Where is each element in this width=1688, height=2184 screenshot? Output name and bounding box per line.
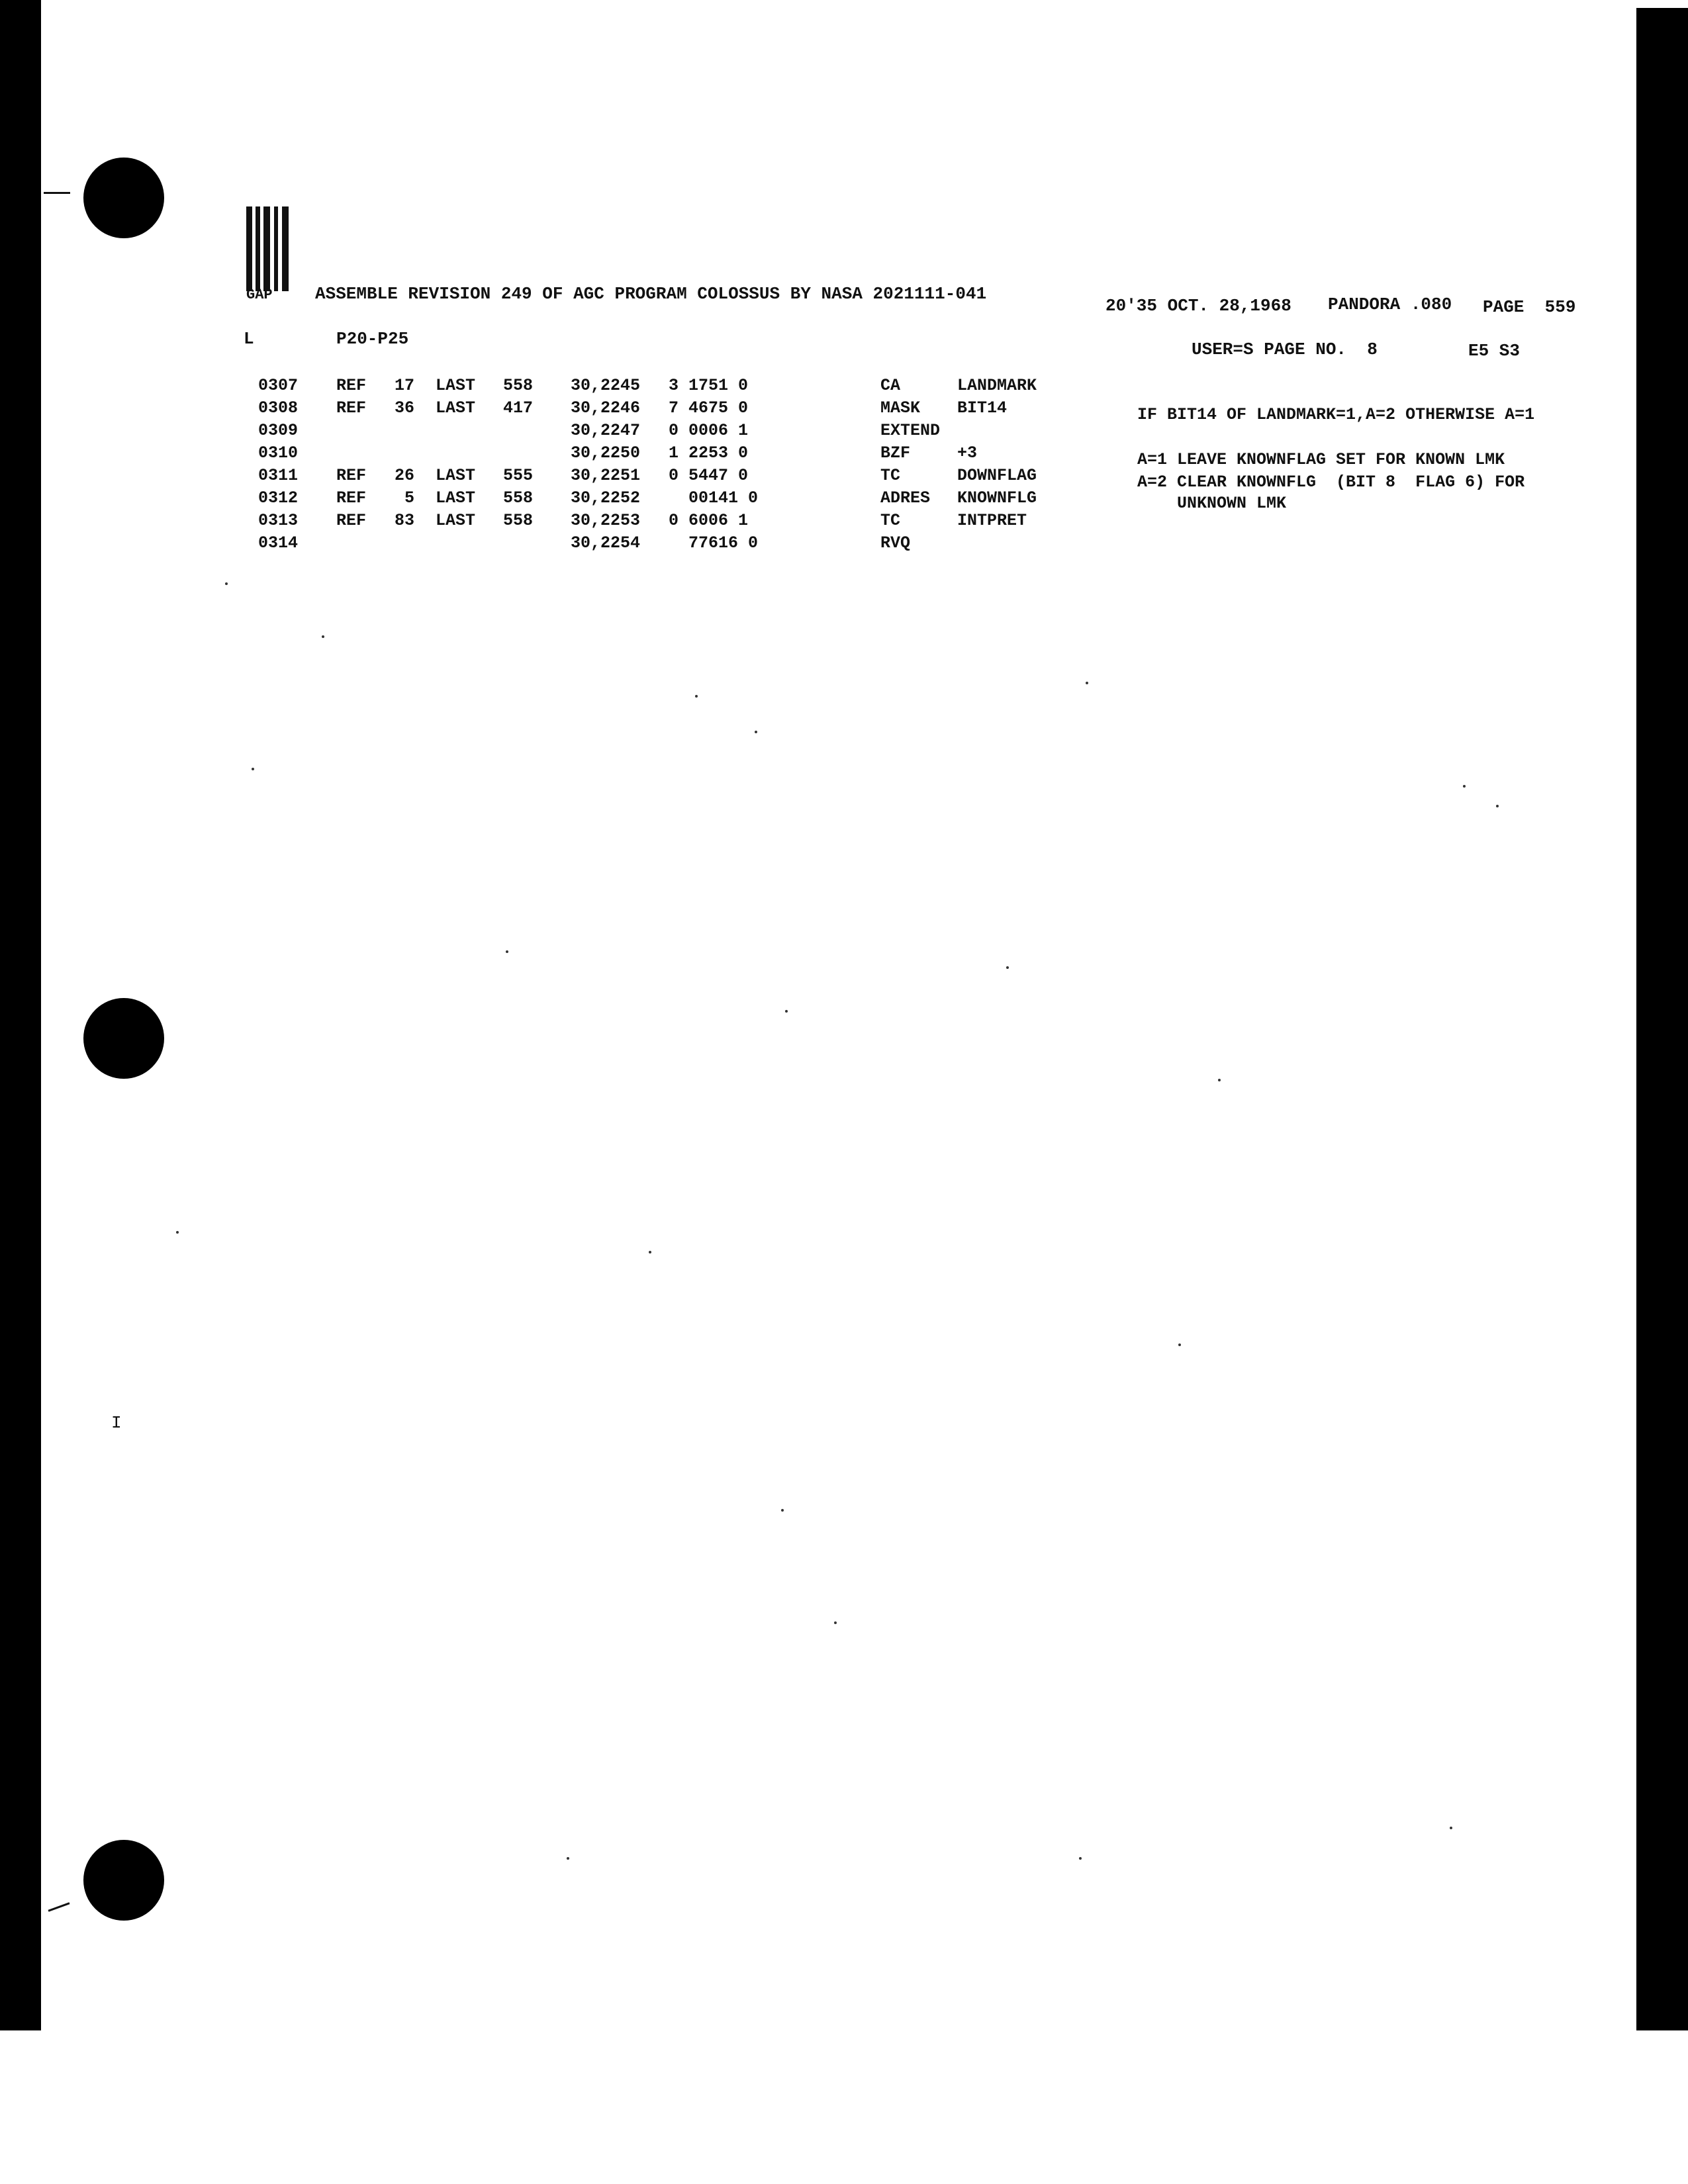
ref-count: 26: [394, 466, 414, 485]
octal-code: 0 6006 1: [669, 511, 749, 530]
listing-row: [0, 376, 1125, 397]
address: 30,2247: [571, 421, 641, 440]
header-system: PANDORA .080: [1328, 295, 1452, 314]
header-tag: GAP: [246, 287, 273, 303]
last-page: 555: [503, 466, 534, 485]
line-number: 0314: [258, 533, 299, 553]
scan-speck: [1079, 1857, 1082, 1860]
operand: +3: [957, 443, 978, 463]
operand: INTPRET: [957, 511, 1027, 530]
address: 30,2245: [571, 376, 641, 395]
scan-speck: [695, 695, 698, 698]
scan-speck: [322, 635, 324, 638]
scan-speck: [225, 582, 228, 585]
scan-speck: [252, 768, 254, 770]
subheader-code: E5 S3: [1468, 341, 1521, 361]
octal-code: 7 4675 0: [669, 398, 749, 418]
ref-count: 36: [394, 398, 414, 418]
scan-speck: [781, 1509, 784, 1512]
scan-speck: [1463, 785, 1466, 788]
listing-row: [0, 488, 1125, 510]
ref-label: REF: [336, 511, 367, 530]
ref-count: 17: [394, 376, 414, 395]
right-scan-border: [1636, 8, 1688, 2030]
scan-speck: [755, 731, 757, 733]
line-number: 0309: [258, 421, 299, 440]
scan-speck: [649, 1251, 651, 1253]
opcode: CA: [880, 376, 901, 395]
barcode-strip: [246, 206, 293, 291]
binder-hole-middle: [83, 998, 164, 1079]
listing-row: [0, 511, 1125, 532]
scan-mark: [44, 192, 70, 194]
scan-speck: [834, 1621, 837, 1624]
user-page-number: USER=S PAGE NO. 8: [1192, 340, 1378, 359]
header-title: ASSEMBLE REVISION 249 OF AGC PROGRAM COLOSSUS BY NASA 2021111-041: [315, 284, 987, 304]
header-page: PAGE 559: [1483, 297, 1576, 317]
address: 30,2252: [571, 488, 641, 508]
comment-bit14: IF BIT14 OF LANDMARK=1,A=2 OTHERWISE A=1: [1137, 405, 1535, 424]
scan-speck: [1218, 1079, 1221, 1081]
line-number: 0311: [258, 466, 299, 485]
opcode: TC: [880, 466, 901, 485]
scan-speck: [506, 950, 508, 953]
last-page: 558: [503, 376, 534, 395]
last-label: LAST: [436, 376, 476, 395]
ref-label: REF: [336, 488, 367, 508]
last-page: 417: [503, 398, 534, 418]
address: 30,2254: [571, 533, 641, 553]
last-page: 558: [503, 488, 534, 508]
listing-row: [0, 533, 1125, 555]
listing-row: [0, 443, 1125, 465]
binder-hole-top: [83, 158, 164, 238]
address: 30,2250: [571, 443, 641, 463]
octal-code: 0 0006 1: [669, 421, 749, 440]
left-scan-border: [0, 0, 41, 2030]
operand: BIT14: [957, 398, 1008, 418]
operand: DOWNFLAG: [957, 466, 1037, 485]
octal-code: 0 5447 0: [669, 466, 749, 485]
line-number: 0307: [258, 376, 299, 395]
ref-label: REF: [336, 466, 367, 485]
octal-code: 3 1751 0: [669, 376, 749, 395]
opcode: ADRES: [880, 488, 931, 508]
ref-count: 5: [404, 488, 414, 508]
scan-speck: [785, 1010, 788, 1013]
scan-speck: [567, 1857, 569, 1860]
octal-code: 1 2253 0: [669, 443, 749, 463]
section-label: P20-P25: [336, 329, 409, 349]
last-page: 558: [503, 511, 534, 530]
line-number: 0313: [258, 511, 299, 530]
last-label: LAST: [436, 511, 476, 530]
scan-speck: [1496, 805, 1499, 807]
binder-hole-bottom: [83, 1840, 164, 1921]
listing-row: [0, 466, 1125, 487]
scan-speck: [1086, 682, 1088, 684]
scan-speck: [176, 1231, 179, 1234]
address: 30,2246: [571, 398, 641, 418]
line-number: 0312: [258, 488, 299, 508]
opcode: EXTEND: [880, 421, 941, 440]
header-datetime: 20'35 OCT. 28,1968: [1105, 296, 1291, 316]
listing-row: [0, 398, 1125, 420]
octal-code: 00141 0: [669, 488, 759, 508]
last-label: LAST: [436, 466, 476, 485]
ref-label: REF: [336, 398, 367, 418]
opcode: RVQ: [880, 533, 911, 553]
subheader-marker: L: [244, 329, 254, 349]
comment-a2-cont: UNKNOWN LMK: [1137, 494, 1287, 513]
address: 30,2251: [571, 466, 641, 485]
operand: KNOWNFLG: [957, 488, 1037, 508]
opcode: TC: [880, 511, 901, 530]
opcode: MASK: [880, 398, 921, 418]
last-label: LAST: [436, 488, 476, 508]
comment-a1: A=1 LEAVE KNOWNFLAG SET FOR KNOWN LMK: [1137, 450, 1505, 469]
comment-a2: A=2 CLEAR KNOWNFLG (BIT 8 FLAG 6) FOR: [1137, 473, 1525, 492]
scan-mark: [48, 1902, 70, 1911]
operand: LANDMARK: [957, 376, 1037, 395]
line-number: 0310: [258, 443, 299, 463]
scan-speck: [1178, 1343, 1181, 1346]
scan-speck: [1450, 1827, 1452, 1829]
margin-mark: I: [111, 1413, 122, 1433]
listing-row: [0, 421, 1125, 442]
octal-code: 77616 0: [669, 533, 759, 553]
ref-label: REF: [336, 376, 367, 395]
last-label: LAST: [436, 398, 476, 418]
ref-count: 83: [394, 511, 414, 530]
opcode: BZF: [880, 443, 911, 463]
line-number: 0308: [258, 398, 299, 418]
scan-speck: [1006, 966, 1009, 969]
address: 30,2253: [571, 511, 641, 530]
